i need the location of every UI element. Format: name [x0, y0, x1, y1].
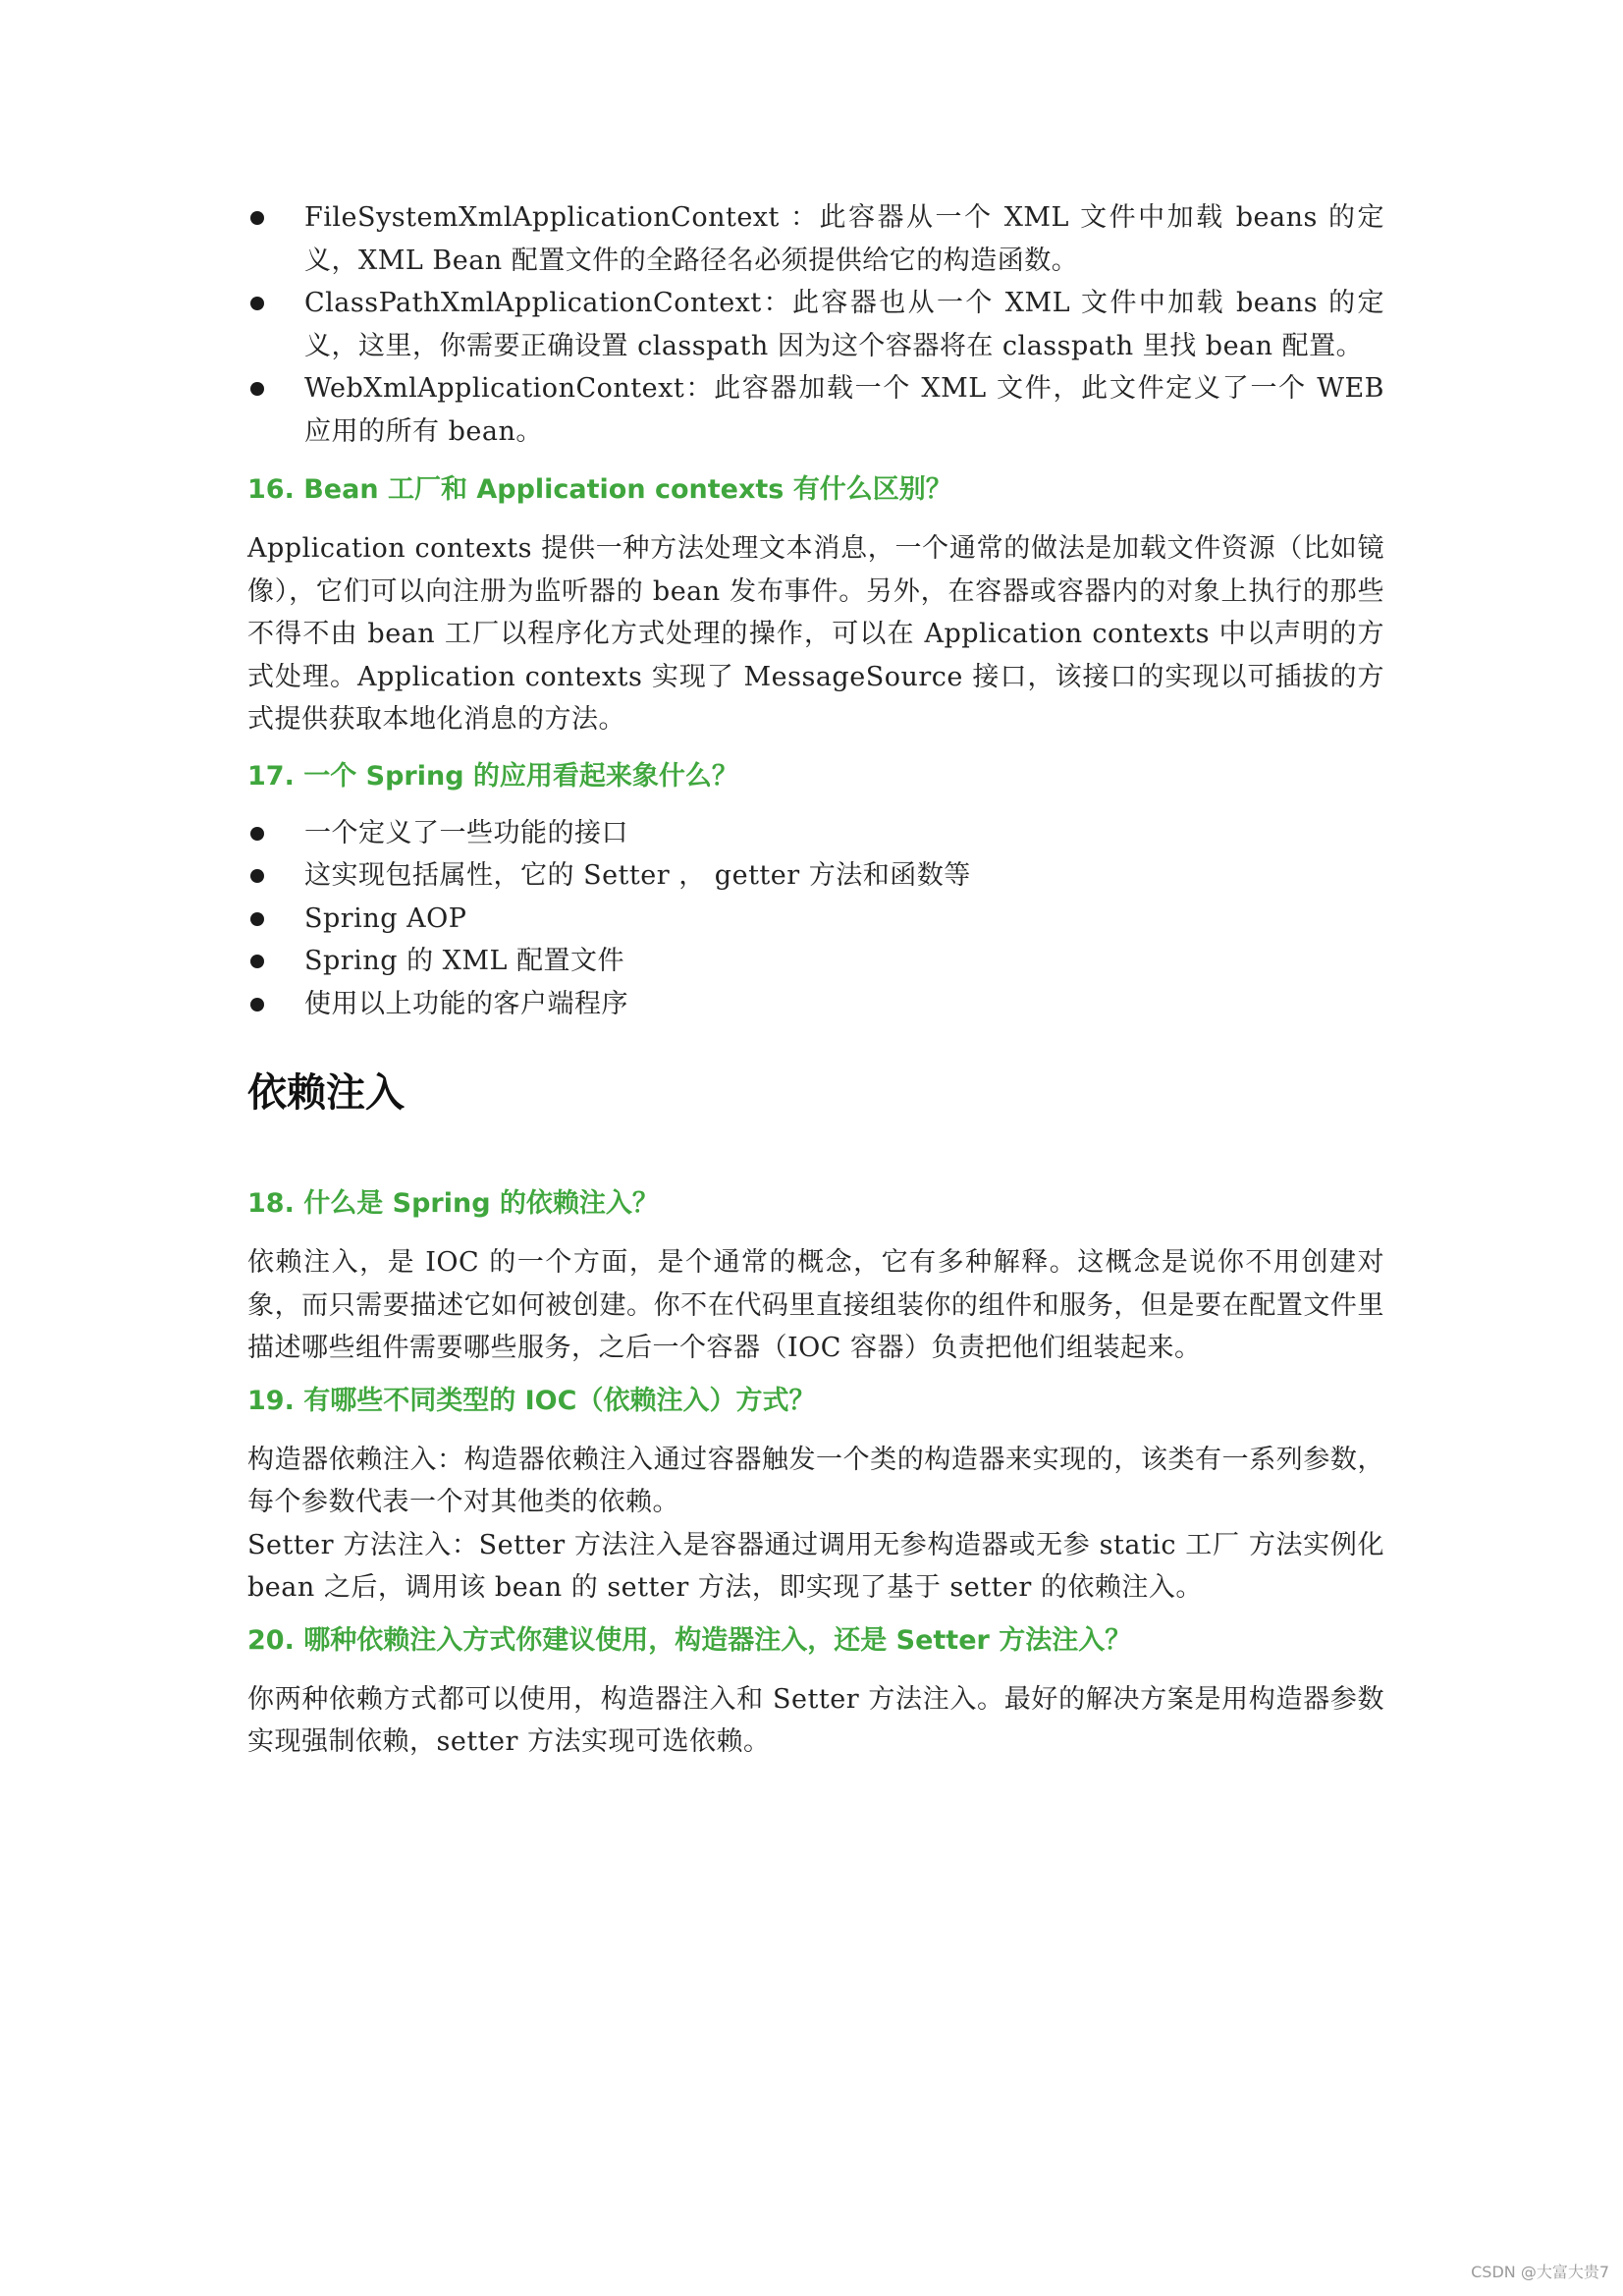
- bullet-icon: [250, 211, 264, 225]
- spring-app-parts-list: [247, 812, 1384, 1026]
- section-title: 依赖注入: [247, 1070, 405, 1116]
- bullet-icon: [250, 998, 264, 1011]
- list-item-text: Spring AOP: [304, 902, 467, 934]
- list-item: [247, 367, 1384, 453]
- question-20-heading: 20. 哪种依赖注入方式你建议使用，构造器注入，还是 Setter 方法注入？: [247, 1624, 1132, 1656]
- question-18-answer: 依赖注入，是 IOC 的一个方面，是个通常的概念，它有多种解释。这概念是说你不用创建对象，而只需要描述它如何被创建。你不在代码里直接组装你的组件和服务，但是要在配置文件里描述哪些组件需要哪些服务，之后一个容器（IOC 容器）负责把他们组装起来。: [247, 1247, 1384, 1363]
- bullet-icon: [250, 297, 264, 310]
- context-types-list: [247, 196, 1384, 453]
- bullet-icon: [250, 869, 264, 883]
- document-page: [247, 196, 1384, 1764]
- list-item-text: 一个定义了一些功能的接口: [304, 817, 628, 848]
- list-item: [247, 983, 1384, 1026]
- list-item-text: Spring 的 XML 配置文件: [304, 946, 625, 976]
- csdn-watermark: CSDN @大富大贵7: [1471, 2263, 1609, 2281]
- list-item-text: ClassPathXmlApplicationContext：此容器也从一个 XML 文件中加载 beans 的定义，这里，你需要正确设置 classpath 因为这个容器将在 classpath 里找 bean 配置。: [304, 288, 1384, 361]
- list-item-text: 这实现包括属性，它的 Setter ， getter 方法和函数等: [304, 860, 971, 891]
- bullet-icon: [250, 955, 264, 968]
- question-17-heading: 17. 一个 Spring 的应用看起来象什么？: [247, 760, 738, 792]
- question-18-heading: 18. 什么是 Spring 的依赖注入？: [247, 1188, 659, 1219]
- question-19-answer-constructor: 构造器依赖注入：构造器依赖注入通过容器触发一个类的构造器来实现的，该类有一系列参数，每个参数代表一个对其他类的依赖。: [247, 1444, 1384, 1517]
- bullet-icon: [250, 912, 264, 926]
- question-19-heading: 19. 有哪些不同类型的 IOC（依赖注入）方式？: [247, 1385, 816, 1416]
- list-item: [247, 196, 1384, 282]
- list-item: [247, 940, 1384, 983]
- list-item: [247, 282, 1384, 367]
- list-item: [247, 854, 1384, 898]
- question-20-answer: 你两种依赖方式都可以使用，构造器注入和 Setter 方法注入。最好的解决方案是用构造器参数实现强制依赖，setter 方法实现可选依赖。: [247, 1683, 1384, 1757]
- list-item-text: FileSystemXmlApplicationContext ：此容器从一个 XML 文件中加载 beans 的定义，XML Bean 配置文件的全路径名必须提供给它的构造函数。: [304, 202, 1384, 276]
- bullet-icon: [250, 827, 264, 841]
- list-item: [247, 898, 1384, 941]
- list-item-text: WebXmlApplicationContext：此容器加载一个 XML 文件，此文件定义了一个 WEB 应用的所有 bean。: [304, 373, 1384, 447]
- question-16-answer: Application contexts 提供一种方法处理文本消息，一个通常的做法是加载文件资源（比如镜像），它们可以向注册为监听器的 bean 发布事件。另外，在容器或容器内的对象上执行的那些不得不由 bean 工厂以程序化方式处理的操作，可以在 Application contexts 中以声明的方式处理。Application contexts 实现了 MessageSource 接口，该接口的实现以可插拔的方式提供获取本地化消息的方法。: [247, 533, 1384, 735]
- question-19-answer-setter: Setter 方法注入：Setter 方法注入是容器通过调用无参构造器或无参 static 工厂 方法实例化 bean 之后，调用该 bean 的 setter 方法，即实现了基于 setter 的依赖注入。: [247, 1529, 1384, 1603]
- list-item-text: 使用以上功能的客户端程序: [304, 988, 628, 1019]
- bullet-icon: [250, 382, 264, 396]
- question-16-heading: 16. Bean 工厂和 Application contexts 有什么区别？: [247, 474, 952, 505]
- list-item: [247, 812, 1384, 855]
